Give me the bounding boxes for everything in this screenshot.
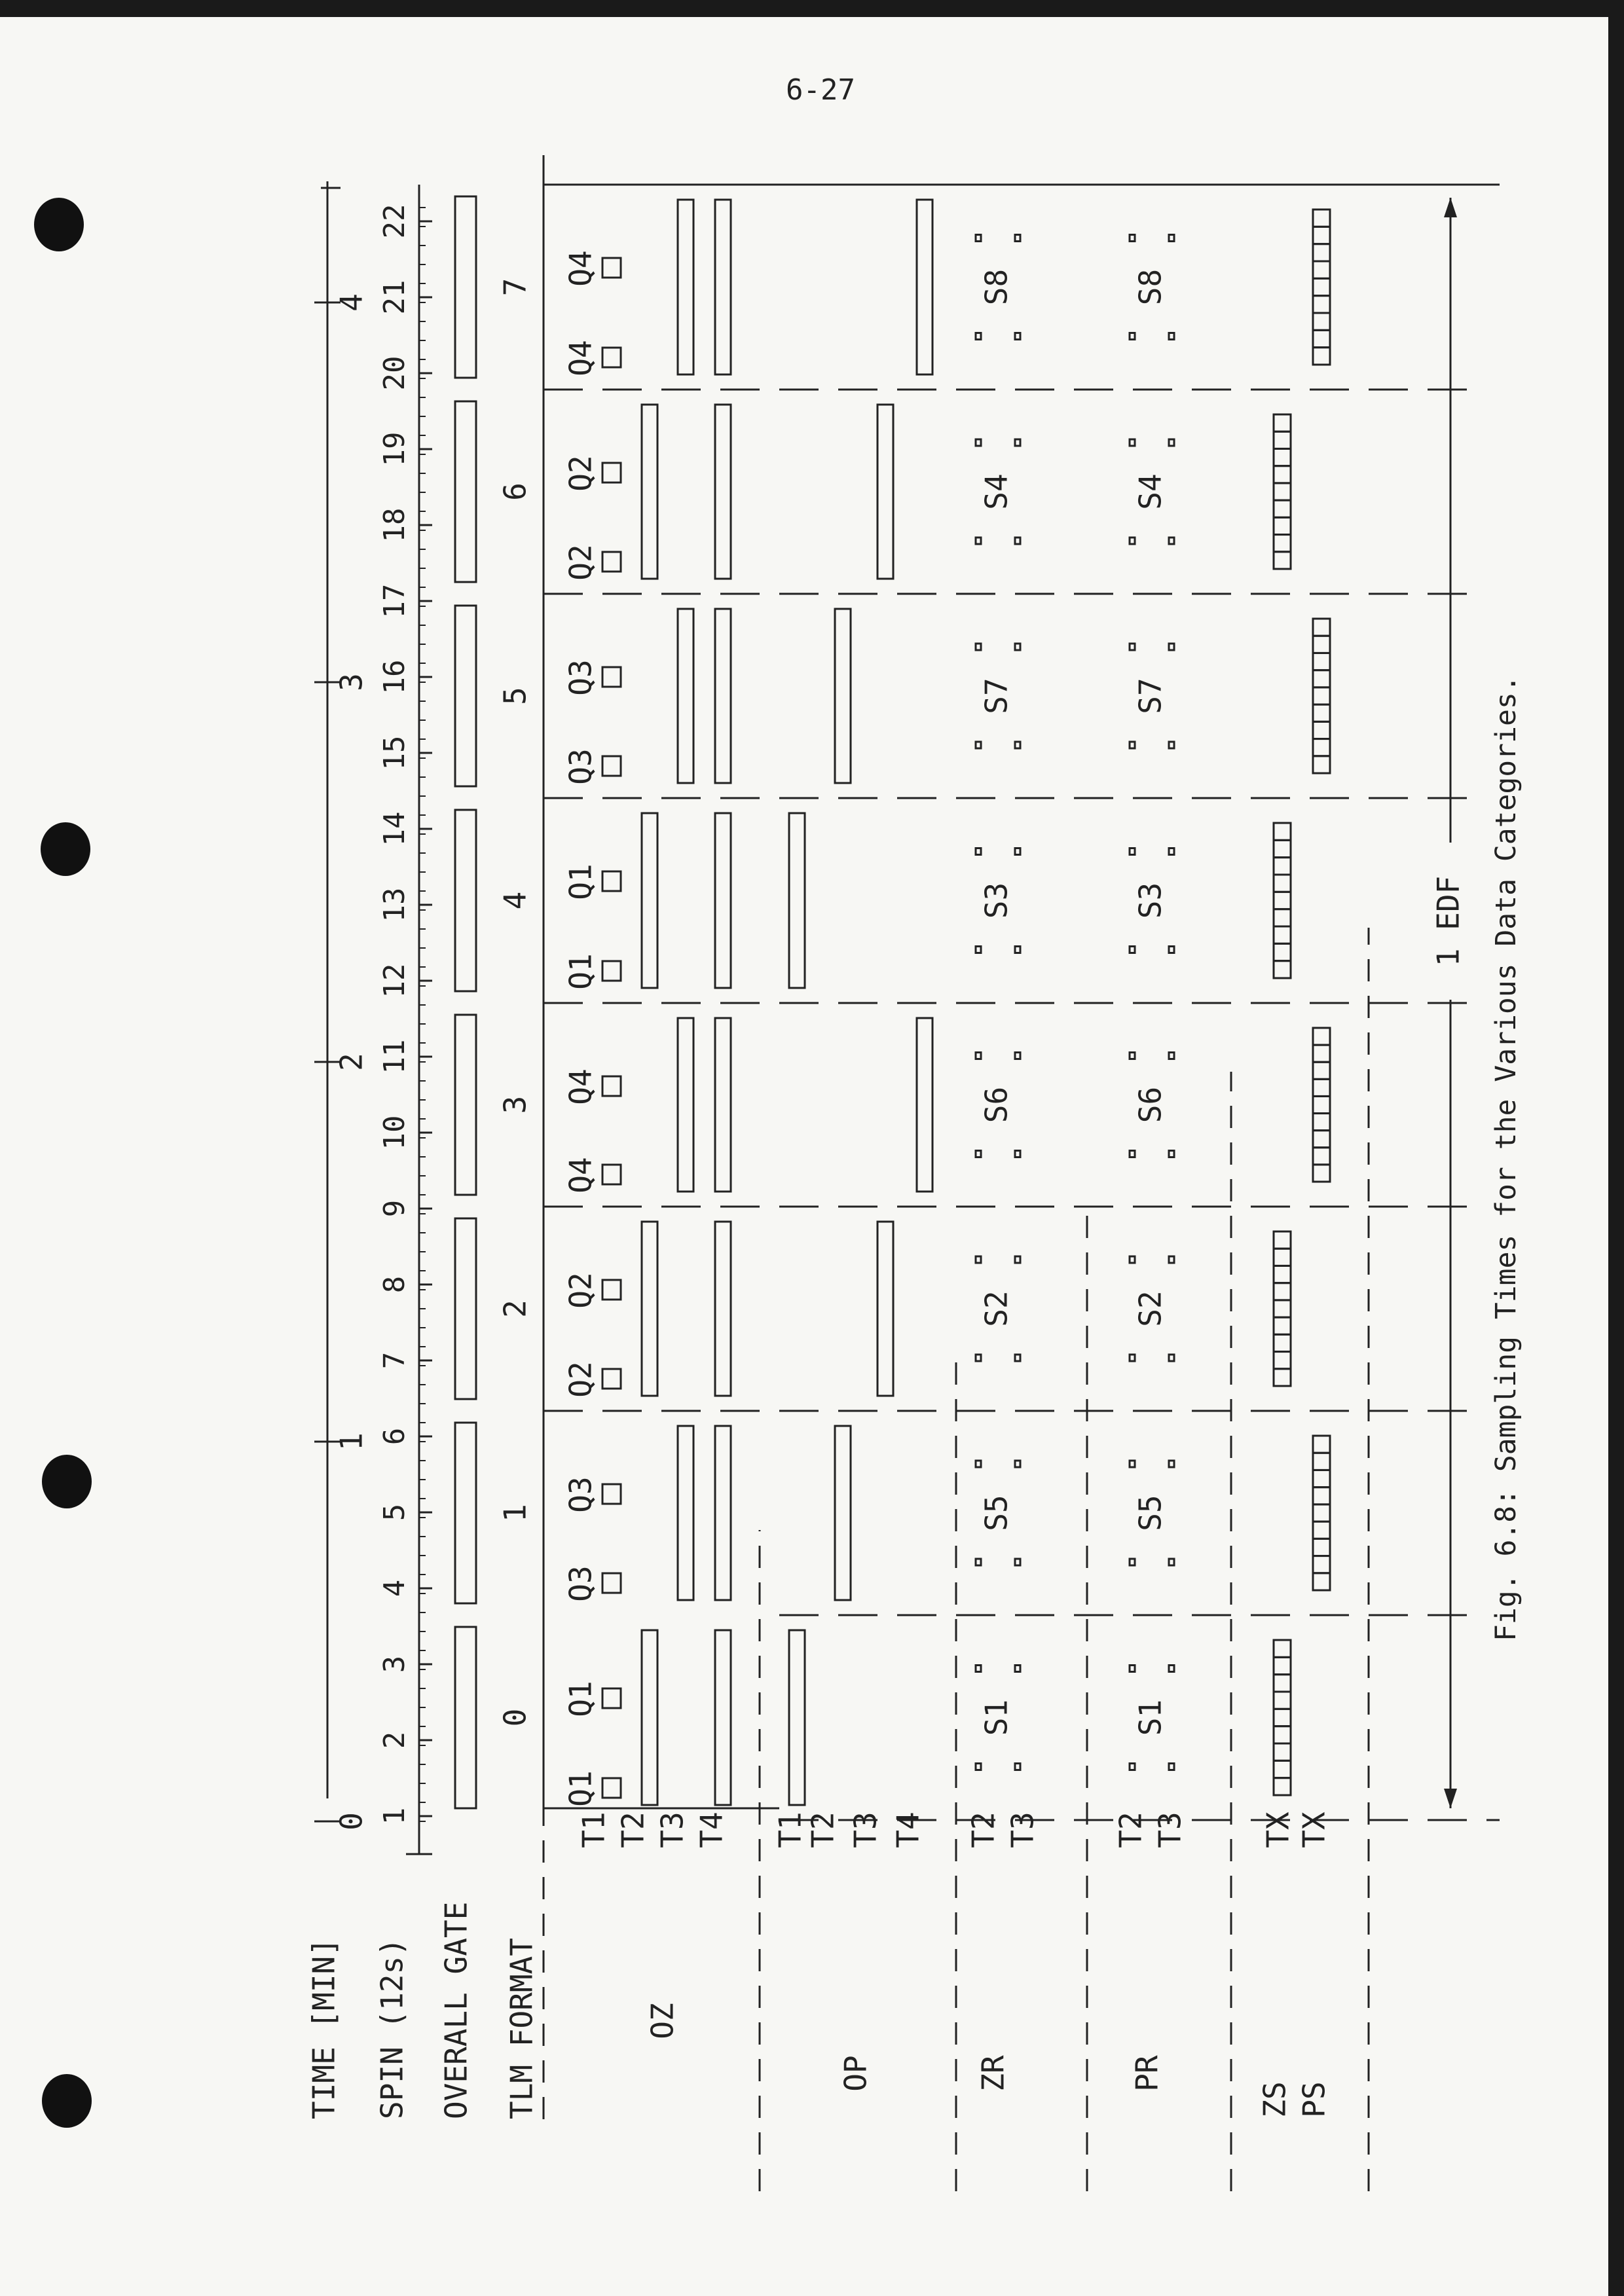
op-bar — [835, 609, 851, 783]
spin-tick-label: 11 — [378, 1039, 411, 1074]
spin-tick-label: 22 — [378, 204, 411, 239]
quarter-square — [602, 1076, 621, 1096]
pr-sector-mark — [1130, 947, 1135, 953]
pr-sector-label: S3 — [1132, 882, 1168, 919]
oz-t3-bar — [678, 1426, 693, 1600]
pr-sector-mark — [1130, 333, 1135, 340]
zsps-segment — [1313, 619, 1330, 636]
pr-sector-mark — [1169, 742, 1174, 748]
zsps-segment — [1274, 466, 1291, 483]
zr-sector-label: S6 — [978, 1086, 1014, 1123]
row-label-op: OP — [838, 2055, 874, 2092]
pr-sector-mark — [1169, 1151, 1174, 1157]
tlm-format-number: 4 — [497, 891, 533, 910]
zr-sector-mark — [976, 538, 981, 544]
oz-t4-bar — [715, 1630, 731, 1805]
quarter-label: Q2 — [563, 1272, 599, 1309]
zsps-segment — [1274, 1231, 1291, 1248]
zsps-segment — [1313, 1079, 1330, 1096]
zsps-segment — [1274, 1743, 1291, 1760]
zsps-segment — [1274, 875, 1291, 892]
oz-t2-bar — [642, 1222, 657, 1396]
zsps-segment — [1274, 483, 1291, 500]
zsps-segment — [1274, 892, 1291, 909]
zsps-segment — [1274, 1352, 1291, 1369]
zr-sector-label: S7 — [978, 678, 1014, 714]
oz-sublabel: T3 — [654, 1812, 690, 1848]
tlm-format-number: 6 — [497, 483, 533, 501]
quarter-square — [602, 1369, 621, 1389]
pr-sublabel: T2 — [1113, 1812, 1149, 1848]
row-label-pr: PR — [1129, 2055, 1165, 2092]
zr-sector-mark — [1015, 742, 1020, 748]
overall-gate-box — [455, 1015, 476, 1195]
pr-sector-mark — [1130, 1461, 1135, 1467]
zsps-segment — [1274, 943, 1291, 960]
zsps-segment — [1313, 739, 1330, 756]
pr-sector-mark — [1169, 1559, 1174, 1565]
op-bar — [789, 1630, 805, 1805]
op-bar — [877, 405, 893, 579]
quarter-square — [602, 552, 621, 572]
minute-tick-label: 2 — [333, 1053, 369, 1071]
tlm-format-number: 5 — [497, 687, 533, 705]
quarter-square — [602, 1688, 621, 1708]
zr-sector-mark — [1015, 1666, 1020, 1672]
zsps-segment — [1313, 756, 1330, 773]
zsps-sublabel: TX — [1296, 1812, 1332, 1848]
zsps-segment — [1274, 500, 1291, 517]
pr-sector-mark — [1130, 538, 1135, 544]
oz-sublabel: T4 — [693, 1812, 729, 1848]
oz-t2-bar — [642, 405, 657, 579]
overall-gate-box — [455, 196, 476, 378]
zsps-segment — [1274, 909, 1291, 926]
zr-sector-label: S4 — [978, 473, 1014, 510]
edf-label: 1 EDF — [1430, 875, 1466, 967]
zsps-segment — [1274, 448, 1291, 465]
zr-sector-mark — [1015, 1559, 1020, 1565]
zsps-segment — [1274, 1369, 1291, 1386]
row-label-oz: OZ — [644, 2003, 680, 2039]
zsps-segment — [1274, 926, 1291, 943]
oz-sublabel: T2 — [615, 1812, 651, 1848]
oz-t4-bar — [715, 405, 731, 579]
zsps-segment — [1274, 1266, 1291, 1283]
zsps-segment — [1313, 1062, 1330, 1079]
zsps-segment — [1274, 535, 1291, 552]
minute-tick-label: 4 — [333, 293, 369, 312]
figure-caption: Fig. 6.8: Sampling Times for the Various Data Categories. — [1490, 675, 1522, 1641]
oz-t4-bar — [715, 1222, 731, 1396]
quarter-square — [602, 1573, 621, 1593]
pr-sector-mark — [1130, 1355, 1135, 1361]
pr-sector-mark — [1130, 742, 1135, 748]
zsps-segment — [1274, 1778, 1291, 1795]
zsps-segment — [1313, 1148, 1330, 1165]
tlm-format-label: TLM FORMAT — [504, 1938, 540, 2119]
zsps-segment — [1313, 244, 1330, 261]
zr-sector-mark — [976, 1256, 981, 1263]
zr-sector-mark — [976, 742, 981, 748]
zsps-segment — [1274, 517, 1291, 534]
zsps-segment — [1313, 721, 1330, 738]
op-sublabel: T4 — [890, 1812, 926, 1848]
quarter-label: Q3 — [563, 1476, 599, 1513]
quarter-square — [602, 756, 621, 776]
tlm-format-number: 7 — [497, 278, 533, 297]
zsps-segment — [1274, 1248, 1291, 1266]
spin-tick-label: 16 — [378, 659, 411, 695]
zsps-segment — [1313, 296, 1330, 313]
oz-t4-bar — [715, 1018, 731, 1192]
op-sublabel: T1 — [772, 1812, 808, 1848]
quarter-label: Q1 — [563, 953, 599, 990]
zr-sector-mark — [976, 1053, 981, 1059]
zsps-segment — [1313, 261, 1330, 278]
zr-sector-mark — [1015, 235, 1020, 242]
zr-sector-mark — [976, 1764, 981, 1770]
op-bar — [835, 1426, 851, 1600]
minute-tick-label: 0 — [333, 1812, 369, 1831]
op-sublabel: T3 — [847, 1812, 883, 1848]
row-label-zr: ZR — [975, 2055, 1011, 2092]
zsps-segment — [1313, 1131, 1330, 1148]
pr-sublabel: T3 — [1152, 1812, 1188, 1848]
pr-sector-mark — [1169, 848, 1174, 855]
pr-sector-mark — [1169, 1053, 1174, 1059]
pr-sector-mark — [1169, 1764, 1174, 1770]
spin-tick-label: 12 — [378, 963, 411, 998]
pr-sector-label: S2 — [1132, 1290, 1168, 1327]
overall-gate-box — [455, 401, 476, 582]
zr-sector-mark — [1015, 333, 1020, 340]
zsps-segment — [1313, 1487, 1330, 1504]
quarter-label: Q1 — [563, 1770, 599, 1807]
zsps-segment — [1313, 1470, 1330, 1487]
pr-sector-mark — [1130, 1151, 1135, 1157]
zr-sector-label: S5 — [978, 1495, 1014, 1531]
spin-tick-label: 1 — [378, 1807, 411, 1825]
pr-sector-label: S4 — [1132, 473, 1168, 510]
zr-sector-mark — [976, 1666, 981, 1672]
zsps-segment — [1313, 1045, 1330, 1062]
pr-sector-label: S1 — [1132, 1699, 1168, 1736]
zsps-segment — [1274, 1760, 1291, 1777]
zsps-segment — [1274, 1726, 1291, 1743]
spin-tick-label: 5 — [378, 1503, 411, 1522]
row-label-zs: ZS — [1257, 2081, 1293, 2118]
pr-sector-mark — [1130, 1053, 1135, 1059]
op-bar — [789, 813, 805, 988]
zr-sector-label: S2 — [978, 1290, 1014, 1327]
zr-sector-mark — [1015, 947, 1020, 953]
oz-t2-bar — [642, 813, 657, 988]
zsps-sublabel: TX — [1260, 1812, 1296, 1848]
spin-tick-label: 17 — [378, 583, 411, 619]
pr-sector-mark — [1169, 1666, 1174, 1672]
spin-tick-label: 15 — [378, 735, 411, 771]
tlm-format-number: 3 — [497, 1095, 533, 1114]
quarter-square — [602, 1165, 621, 1184]
zsps-segment — [1313, 1165, 1330, 1182]
pr-sector-mark — [1130, 235, 1135, 242]
zr-sector-mark — [976, 848, 981, 855]
zsps-segment — [1274, 552, 1291, 569]
zsps-segment — [1274, 823, 1291, 840]
spin-tick-label: 4 — [378, 1579, 411, 1597]
pr-sector-mark — [1169, 538, 1174, 544]
zr-sector-mark — [976, 235, 981, 242]
zsps-segment — [1274, 1675, 1291, 1692]
pr-sector-mark — [1130, 848, 1135, 855]
oz-t4-bar — [715, 813, 731, 988]
tlm-format-number: 2 — [497, 1300, 533, 1318]
zr-sector-mark — [976, 1559, 981, 1565]
spin-tick-label: 13 — [378, 887, 411, 922]
zsps-segment — [1313, 687, 1330, 704]
zr-sector-mark — [1015, 1461, 1020, 1467]
op-sublabel: T2 — [805, 1812, 841, 1848]
spin-tick-label: 8 — [378, 1275, 411, 1294]
overall-gate-box — [455, 1218, 476, 1399]
spin-tick-label: 14 — [378, 811, 411, 847]
zr-sector-mark — [1015, 439, 1020, 446]
op-bar — [877, 1222, 893, 1396]
zsps-segment — [1313, 210, 1330, 227]
edf-arrow-head-left — [1444, 1789, 1457, 1808]
pr-sector-mark — [1169, 333, 1174, 340]
zsps-segment — [1313, 636, 1330, 653]
quarter-label: Q4 — [563, 1068, 599, 1105]
tlm-format-number: 0 — [497, 1708, 533, 1727]
pr-sector-mark — [1130, 1666, 1135, 1672]
zr-sector-mark — [1015, 848, 1020, 855]
zsps-segment — [1274, 1334, 1291, 1351]
zr-sector-label: S3 — [978, 882, 1014, 919]
pr-sector-mark — [1130, 439, 1135, 446]
zsps-segment — [1313, 653, 1330, 670]
zsps-segment — [1313, 330, 1330, 347]
zr-sector-mark — [1015, 538, 1020, 544]
zsps-segment — [1313, 1539, 1330, 1556]
zsps-segment — [1313, 278, 1330, 295]
quarter-label: Q4 — [563, 250, 599, 287]
oz-sublabel: T1 — [576, 1812, 612, 1848]
pr-sector-mark — [1130, 1559, 1135, 1565]
quarter-square — [602, 961, 621, 981]
zr-sublabel: T3 — [1005, 1812, 1041, 1848]
pr-sector-label: S7 — [1132, 678, 1168, 714]
quarter-square — [602, 463, 621, 483]
quarter-square — [602, 1778, 621, 1798]
oz-t4-bar — [715, 200, 731, 374]
pr-sector-mark — [1169, 1461, 1174, 1467]
zr-sector-mark — [1015, 1256, 1020, 1263]
zsps-segment — [1313, 1504, 1330, 1522]
oz-t3-bar — [678, 1018, 693, 1192]
quarter-label: Q2 — [563, 544, 599, 581]
zr-sector-label: S8 — [978, 268, 1014, 306]
zr-sector-mark — [976, 1151, 981, 1157]
zr-sector-mark — [1015, 1151, 1020, 1157]
zr-sector-mark — [976, 644, 981, 650]
zsps-segment — [1274, 840, 1291, 857]
spin-tick-label: 20 — [378, 355, 411, 391]
page-number: 6-27 — [786, 73, 855, 107]
op-bar — [917, 200, 932, 374]
zsps-segment — [1313, 227, 1330, 244]
zr-sector-mark — [1015, 1764, 1020, 1770]
pr-sector-mark — [1169, 644, 1174, 650]
pr-sector-mark — [1130, 644, 1135, 650]
zsps-segment — [1313, 1114, 1330, 1131]
quarter-label: Q3 — [563, 1565, 599, 1602]
quarter-label: Q1 — [563, 864, 599, 900]
overall-gate-box — [455, 606, 476, 786]
overall-gate-label: OVERALL GATE — [438, 1901, 474, 2119]
time-axis-label: TIME [MIN] — [306, 1938, 342, 2119]
zr-sector-mark — [976, 333, 981, 340]
spin-tick-label: 10 — [378, 1115, 411, 1150]
zr-sector-mark — [976, 947, 981, 953]
zsps-segment — [1274, 961, 1291, 978]
spin-tick-label: 18 — [378, 507, 411, 543]
zr-sublabel: T2 — [965, 1812, 1001, 1848]
zsps-segment — [1313, 1556, 1330, 1573]
zsps-segment — [1313, 1573, 1330, 1590]
zsps-segment — [1313, 1028, 1330, 1045]
zsps-segment — [1313, 1096, 1330, 1113]
zsps-segment — [1274, 1657, 1291, 1674]
spin-tick-label: 19 — [378, 431, 411, 467]
oz-t4-bar — [715, 1426, 731, 1600]
pr-sector-label: S6 — [1132, 1086, 1168, 1123]
pr-sector-mark — [1169, 439, 1174, 446]
zsps-segment — [1313, 1522, 1330, 1539]
quarter-label: Q4 — [563, 1157, 599, 1194]
overall-gate-box — [455, 1627, 476, 1808]
zr-sector-mark — [976, 1461, 981, 1467]
zsps-segment — [1313, 313, 1330, 330]
pr-sector-mark — [1169, 1355, 1174, 1361]
quarter-label: Q2 — [563, 1361, 599, 1398]
oz-t3-bar — [678, 609, 693, 783]
quarter-square — [602, 348, 621, 367]
zsps-segment — [1274, 1709, 1291, 1726]
pr-sector-mark — [1130, 1256, 1135, 1263]
oz-t4-bar — [715, 609, 731, 783]
spin-tick-label: 3 — [378, 1655, 411, 1673]
pr-sector-label: S5 — [1132, 1495, 1168, 1531]
quarter-square — [602, 1484, 621, 1504]
pr-sector-mark — [1169, 1256, 1174, 1263]
zr-sector-mark — [976, 439, 981, 446]
zsps-segment — [1274, 414, 1291, 431]
zsps-segment — [1313, 1436, 1330, 1453]
zr-sector-mark — [1015, 1053, 1020, 1059]
zsps-segment — [1274, 1283, 1291, 1300]
zsps-segment — [1274, 1317, 1291, 1334]
tlm-format-number: 1 — [497, 1504, 533, 1522]
quarter-square — [602, 258, 621, 278]
zr-sector-mark — [1015, 1355, 1020, 1361]
quarter-label: Q1 — [563, 1681, 599, 1717]
quarter-label: Q3 — [563, 659, 599, 696]
spin-tick-label: 9 — [378, 1199, 411, 1218]
zr-sector-mark — [976, 1355, 981, 1361]
pr-sector-mark — [1169, 235, 1174, 242]
row-label-ps: PS — [1296, 2081, 1332, 2118]
zsps-segment — [1313, 1453, 1330, 1470]
pr-sector-mark — [1130, 1764, 1135, 1770]
oz-t2-bar — [642, 1630, 657, 1805]
zr-sector-mark — [1015, 644, 1020, 650]
zr-sector-label: S1 — [978, 1699, 1014, 1736]
quarter-square — [602, 1280, 621, 1300]
spin-axis-label: SPIN (12s) — [374, 1938, 410, 2119]
quarter-square — [602, 667, 621, 687]
zsps-segment — [1313, 704, 1330, 721]
pr-sector-label: S8 — [1132, 268, 1168, 306]
quarter-label: Q4 — [563, 340, 599, 376]
overall-gate-box — [455, 1423, 476, 1603]
zsps-segment — [1274, 1640, 1291, 1657]
quarter-label: Q3 — [563, 748, 599, 785]
zsps-segment — [1274, 1692, 1291, 1709]
spin-tick-label: 6 — [378, 1427, 411, 1446]
zsps-segment — [1274, 431, 1291, 448]
spin-tick-label: 2 — [378, 1731, 411, 1749]
spin-tick-label: 21 — [378, 280, 411, 315]
minute-tick-label: 3 — [333, 673, 369, 691]
quarter-square — [602, 871, 621, 891]
oz-t3-bar — [678, 200, 693, 374]
quarter-label: Q2 — [563, 455, 599, 492]
minute-tick-label: 1 — [333, 1432, 369, 1451]
op-bar — [917, 1018, 932, 1192]
zsps-segment — [1313, 348, 1330, 365]
pr-sector-mark — [1169, 947, 1174, 953]
spin-tick-label: 7 — [378, 1351, 411, 1370]
zsps-segment — [1274, 858, 1291, 875]
zsps-segment — [1313, 670, 1330, 687]
zsps-segment — [1274, 1300, 1291, 1317]
overall-gate-box — [455, 810, 476, 991]
edf-arrow-head-right — [1444, 198, 1457, 217]
